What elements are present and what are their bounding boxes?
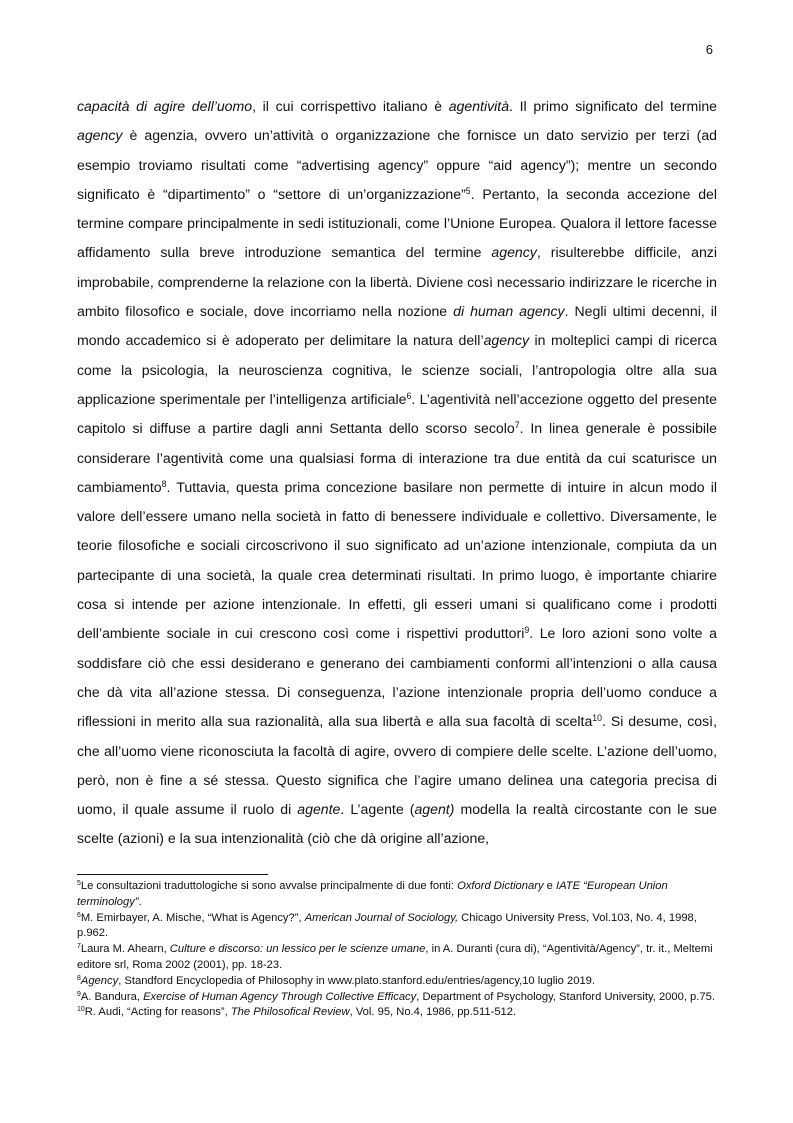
footnote-italic: Oxford Dictionary [457, 880, 544, 892]
paragraph-run-text: . Negli ultimi decenni, il mondo accademico si è adoperato per delimitare la natura dell’ [77, 303, 718, 349]
footnote-text: A. Bandura, [80, 990, 144, 1003]
footnote-ref: 6 [77, 911, 81, 919]
paragraph-run-italic: agente [297, 801, 341, 818]
paragraph-run-ref: 5 [465, 186, 471, 197]
footnote-italic: The Philosofical Review [230, 1006, 350, 1019]
paragraph-run-text: è agenzia, ovvero un’attività o organizzazione che fornisce un dato servizio per terzi (ad esempio troviamo risultati come “advertising agency” oppure “aid agency”); mentre un secondo significato è “dipartimento” o “settore di un’organizzazione” [77, 127, 717, 202]
page-number: 6 [705, 42, 713, 57]
footnote [77, 974, 727, 990]
paragraph-run-text: . L’agente ( [340, 801, 415, 818]
footnote-italic: Exercise of Human Agency Through Collective Efficacy [143, 990, 417, 1003]
footnote-text: , in A. Duranti (cura di), “Agentività/Agency”, tr. it., Meltemi editore srl, Roma 2002 (2001), pp. 18-23. [77, 943, 713, 971]
paragraph-run-italic: agentività [448, 98, 510, 114]
footnote-ref: 9 [77, 990, 81, 998]
footnote [77, 911, 727, 943]
footnote-text: , Vol. 95, No.4, 1986, pp.511-512. [349, 1006, 517, 1019]
paragraph-run-ref: 8 [161, 479, 167, 490]
paragraph-run-italic: agent) [414, 801, 455, 818]
paragraph-run-ref: 10 [592, 713, 602, 724]
paragraph-run-text: , risulterebbe difficile, anzi improbabile, comprenderne la relazione con la libertà. Diviene così necessario indirizzare le ricerche in ambito filosofico e sociale, dove incorriamo nella nozione [77, 244, 718, 320]
footnote-ref: 8 [77, 974, 81, 982]
footnotes [77, 879, 727, 1021]
footnote-ref: 7 [77, 943, 81, 951]
paragraph-run-text: , il cui corrispettivo italiano è [252, 98, 449, 114]
paragraph-run-text: . L’agentività nell’accezione oggetto del presente capitolo si diffuse a partire dagli anni Settanta dello scorso secolo [77, 390, 718, 437]
paragraph-run-italic: agency [491, 244, 537, 261]
paragraph-run-text: . Pertanto, la seconda accezione del termine compare principalmente in sedi istituzionali, come l’Unione Europea. Qualora il lettore facesse affidamento sulla breve introduzione semantica del termine [77, 185, 717, 261]
paragraph-run-text: . Le loro azioni sono volte a soddisfare ciò che essi desiderano e generano dei cambiamenti conformi all’intenzioni o alla causa che dà vita all’azione stessa. Di conseguenza, l’azione intenzionale propria dell’uomo conduce a riflessioni in merito alla sua razionalità, alla sua libertà e alla sua facoltà di scelta [77, 625, 717, 730]
footnote [77, 879, 727, 911]
footnote-separator [77, 874, 268, 875]
footnote-text: Le consultazioni traduttologiche si sono avvalse principalmente di due fonti: [80, 880, 458, 892]
paragraph-run-text: in molteplici campi di ricerca come la psicologia, la neuroscienza cognitiva, le scienze sociali, l’antropologia oltre alla sua applicazione sperimentale per l’intelligenza artificiale [77, 332, 717, 407]
footnote-italic: IATE “European Union terminology” [77, 880, 668, 908]
paragraph-run-ref: 9 [524, 625, 530, 636]
footnote-italic: Culture e discorso: un lessico per le scienze umane [169, 943, 426, 956]
footnote-text: , Standford Encyclopedia of Philosophy in www.plato.stanford.edu/entries/agency,10 luglio 2019. [118, 974, 595, 987]
footnote-text: M. Emirbayer, A. Mische, “What is Agency?”, [80, 911, 305, 924]
footnote-italic: American Journal of Sociology, [304, 911, 459, 924]
paragraph-run-italic: di human agency [453, 303, 565, 320]
footnote-text: . [138, 895, 142, 908]
main-paragraph [77, 92, 717, 854]
footnote-text: Laura M. Ahearn, [80, 943, 170, 956]
paragraph-run-text: . Tuttavia, questa prima concezione basilare non permette di intuire in alcun modo il valore dell’essere umano nella società in fatto di benessere individuale e collettivo. Diversamente, le teorie filosofiche e sociali circoscrivono il suo significato ad un’azione intenzionale, compiuta da un partecipante di una società, la quale crea determinati risultati. In primo luogo, è importante chiarire cosa si intende per azione intenzionale. In effetti, gli esseri umani si qualificano come i prodotti dell’ambiente sociale in cui crescono così come i rispettivi produttori [77, 478, 717, 642]
body-text [77, 92, 717, 854]
paragraph-run-text: . In linea generale è possibile considerare l’agentività come una qualsiasi forma di interazione tra due entità da cui scaturisce un cambiamento [77, 420, 718, 495]
paragraph-run-italic: agency [77, 127, 123, 144]
paragraph-run-italic: capacità di agire dell’uomo [77, 98, 253, 114]
paragraph-run-ref: 7 [514, 420, 520, 431]
paragraph-run-ref: 6 [406, 391, 412, 402]
paragraph-run-text: . Si desume, così, che all’uomo viene riconosciuta la facoltà di agire, ovvero di compiere delle scelte. L’azione dell’uomo, però, non è fine a sé stessa. Questo significa che l’agire umano delinea una categoria precisa di uomo, il quale assume il ruolo di [77, 713, 717, 818]
footnote-text: R. Audi, “Acting for reasons”, [84, 1006, 231, 1019]
footnote-italic: Agency [80, 974, 119, 987]
footnote-text: , Department of Psychology, Stanford University, 2000, p.75. [416, 990, 715, 1003]
footnote-ref: 10 [77, 1006, 85, 1014]
footnote-text: Chicago University Press, Vol.103, No. 4, 1998, p.962. [77, 911, 697, 940]
paragraph-run-text: . Il primo significato del termine [509, 98, 717, 114]
footnote [77, 1005, 727, 1021]
footnote-text: e [543, 880, 556, 892]
paragraph-run-text: modella la realtà circostante con le sue scelte (azioni) e la sua intenzionalità (ciò che dà origine all’azione, [77, 801, 717, 847]
footnote-ref: 5 [77, 880, 81, 888]
paragraph-run-italic: agency [483, 332, 530, 349]
footnote [77, 990, 727, 1006]
footnote [77, 942, 727, 974]
